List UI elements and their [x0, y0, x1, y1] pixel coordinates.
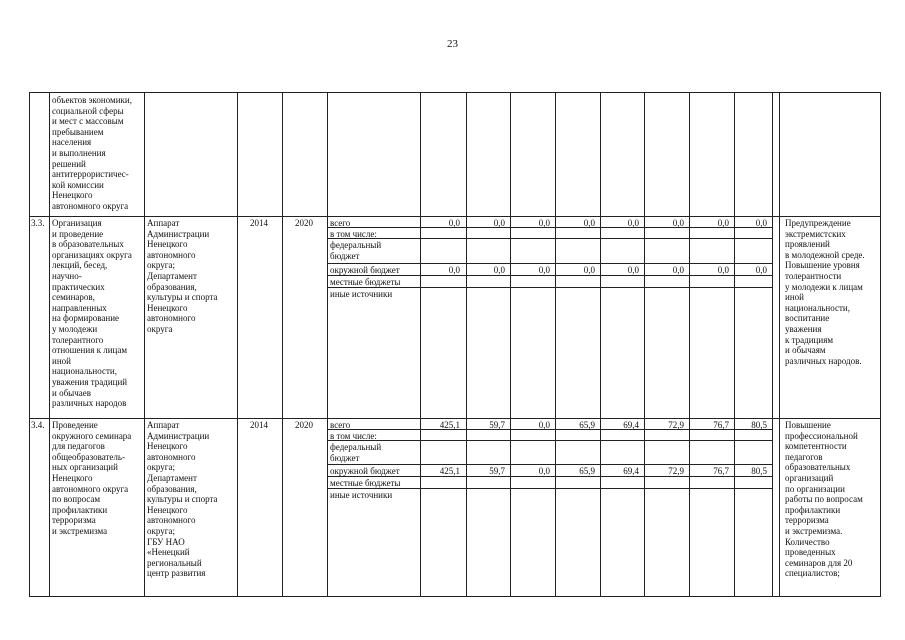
col-border	[420, 92, 421, 597]
district-value: 0,0	[672, 265, 684, 275]
total-value: 0,0	[672, 218, 684, 228]
measures-table	[29, 92, 881, 597]
total-value: 72,9	[668, 420, 684, 430]
result-text: Повышение профессиональной компетентности педагогов образовательных организаций по организации работы по вопросам профилактики терроризма и экстремизма. Количество проведенных семинаров для 20 специалистов;	[785, 420, 863, 579]
district-value: 0,0	[448, 265, 460, 275]
subrow-line	[327, 464, 772, 465]
source-label: всего	[330, 420, 351, 430]
district-value: 0,0	[538, 466, 550, 476]
district-value: 0,0	[538, 265, 550, 275]
district-value: 76,7	[713, 466, 729, 476]
total-value: 0,0	[717, 218, 729, 228]
source-label: в том числе:	[330, 431, 377, 441]
page-number: 23	[447, 38, 458, 50]
col-border	[880, 92, 881, 597]
source-label: всего	[330, 218, 351, 228]
total-value: 80,5	[751, 420, 767, 430]
measure-text: Организация и проведение в образовательных организациях округа лекций, бесед, научно- практических семинаров, направленных на формирование у молодежи толерантного отношения к лицам иной национальности, уважения традиций и обычаев различных народов	[52, 218, 132, 409]
total-value: 76,7	[713, 420, 729, 430]
total-value: 0,0	[627, 218, 639, 228]
col-border	[29, 92, 30, 597]
district-value: 65,9	[579, 466, 595, 476]
col-border	[49, 92, 50, 597]
col-border	[689, 92, 690, 597]
measure-text: Проведение окружного семинара для педагогов общеобразователь- ных организаций Ненецкого автономного округа по вопросам профилактики терроризма и экстремизма	[52, 420, 132, 536]
col-border	[144, 92, 145, 597]
source-label: иные источники	[330, 490, 393, 500]
col-border	[237, 92, 238, 597]
col-border	[600, 92, 601, 597]
col-border	[779, 92, 780, 597]
col-border	[644, 92, 645, 597]
end-year: 2020	[295, 420, 313, 430]
source-label: местные бюджеты	[330, 277, 401, 287]
end-year: 2020	[295, 218, 313, 228]
total-value: 425,1	[439, 420, 460, 430]
subrow-line	[327, 238, 772, 239]
source-label: местные бюджеты	[330, 478, 401, 488]
district-value: 72,9	[668, 466, 684, 476]
table-bottom-border	[29, 596, 881, 597]
district-value: 0,0	[627, 265, 639, 275]
row-number: 3.4.	[31, 420, 45, 430]
start-year: 2014	[250, 218, 268, 228]
total-value: 0,0	[538, 420, 550, 430]
district-value: 59,7	[489, 466, 505, 476]
row-3-3-top-border	[29, 216, 881, 217]
district-value: 0,0	[583, 265, 595, 275]
source-label: окружной бюджет	[330, 265, 400, 275]
result-text: Предупреждение экстремистских проявлений в молодежной среде. Повышение уровня толерантности у молодежи к лицам иной национальности, воспитание уважения к традициям и обычаям различных народов.	[785, 218, 865, 366]
row-3-4-top-border	[29, 418, 881, 419]
total-value: 0,0	[538, 218, 550, 228]
col-border	[510, 92, 511, 597]
total-value: 59,7	[489, 420, 505, 430]
source-label: иные источники	[330, 289, 393, 299]
total-value: 0,0	[583, 218, 595, 228]
col-border	[772, 92, 773, 597]
subrow-line	[327, 440, 772, 441]
district-value: 69,4	[623, 466, 639, 476]
district-value: 0,0	[493, 265, 505, 275]
col-border	[282, 92, 283, 597]
subrow-line	[327, 263, 772, 264]
executor-text: Аппарат Администрации Ненецкого автономного округа; Департамент образования, культуры и спорта Ненецкого автономного округа; ГБУ НАО «Ненецкий региональный центр развития	[147, 420, 218, 579]
total-value: 0,0	[493, 218, 505, 228]
district-value: 0,0	[717, 265, 729, 275]
col-border	[327, 92, 328, 597]
row-number: 3.3.	[31, 218, 45, 228]
source-label: федеральный бюджет	[330, 240, 382, 261]
col-border	[734, 92, 735, 597]
start-year: 2014	[250, 420, 268, 430]
col-border	[555, 92, 556, 597]
source-label: окружной бюджет	[330, 466, 400, 476]
executor-text: Аппарат Администрации Ненецкого автономного округа; Департамент образования, культуры и спорта Ненецкого автономного округа	[147, 218, 218, 334]
source-label: федеральный бюджет	[330, 442, 382, 463]
district-value: 80,5	[751, 466, 767, 476]
total-value: 0,0	[448, 218, 460, 228]
total-value: 69,4	[623, 420, 639, 430]
measure-continuation-text: объектов экономики, социальной сферы и мест с массовым пребыванием населения и выполнения решений антитеррористичес- кой комиссии Ненецкого автономного округа	[52, 95, 132, 211]
district-value: 425,1	[439, 466, 460, 476]
source-label: в том числе:	[330, 229, 377, 239]
col-border	[466, 92, 467, 597]
district-value: 0,0	[755, 265, 767, 275]
total-value: 0,0	[755, 218, 767, 228]
total-value: 65,9	[579, 420, 595, 430]
table-top-border	[29, 92, 881, 93]
